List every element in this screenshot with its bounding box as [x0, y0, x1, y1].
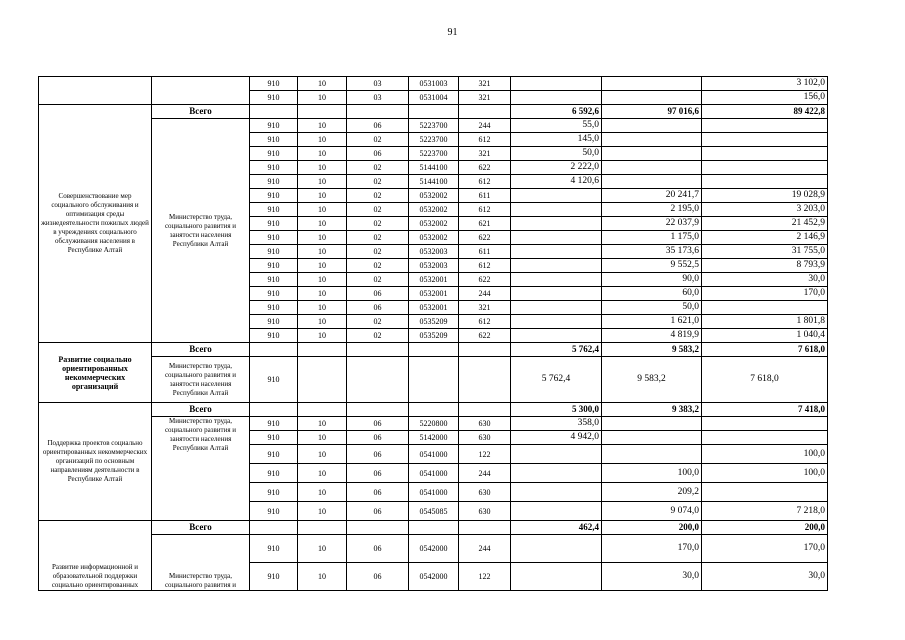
expense-type-cell: 122 — [459, 563, 511, 591]
admin-code-cell — [250, 343, 298, 357]
section-code-cell: 10 — [298, 535, 347, 563]
value-year-3-cell: 2 146,9 — [702, 231, 828, 245]
subsection-code-cell: 06 — [347, 301, 409, 315]
value-year-2-cell — [602, 91, 702, 105]
section-code-cell: 10 — [298, 301, 347, 315]
expense-type-cell: 630 — [459, 431, 511, 445]
value-year-1-cell — [511, 77, 602, 91]
value-year-1-cell — [511, 91, 602, 105]
section-code-cell: 10 — [298, 189, 347, 203]
value-year-2-cell: 9 583,2 — [602, 357, 702, 403]
section-code-cell: 10 — [298, 431, 347, 445]
subsection-code-cell — [347, 357, 409, 403]
programme-name: Развитие информационной и образовательной поддержки социально ориентированных — [39, 521, 152, 591]
value-year-1-cell — [511, 189, 602, 203]
total-value-year-2-cell: 97 016,6 — [602, 105, 702, 119]
target-article-cell: 5144100 — [409, 161, 459, 175]
value-year-3-cell: 19 028,9 — [702, 189, 828, 203]
value-year-1-cell — [511, 315, 602, 329]
target-article-cell: 0542000 — [409, 563, 459, 591]
value-year-3-cell: 170,0 — [702, 287, 828, 301]
value-year-1-cell — [511, 483, 602, 502]
table-row — [39, 105, 828, 119]
value-year-1-cell: 2 222,0 — [511, 161, 602, 175]
target-article-cell: 0545085 — [409, 502, 459, 521]
total-value-year-2-cell: 9 383,2 — [602, 403, 702, 417]
total-value-year-1-cell: 462,4 — [511, 521, 602, 535]
target-article-cell — [409, 403, 459, 417]
value-year-3-cell: 170,0 — [702, 535, 828, 563]
expense-type-cell: 622 — [459, 273, 511, 287]
expense-type-cell: 611 — [459, 245, 511, 259]
expense-type-cell: 622 — [459, 231, 511, 245]
value-year-3-cell — [702, 161, 828, 175]
target-article-cell: 0532002 — [409, 217, 459, 231]
value-year-2-cell — [602, 119, 702, 133]
section-code-cell: 10 — [298, 329, 347, 343]
admin-code-cell: 910 — [250, 563, 298, 591]
table-row — [39, 417, 828, 431]
ministry-name: Министерство труда, социального развития и занятости населения Республики Алтай — [152, 119, 250, 343]
target-article-cell: 5220800 — [409, 417, 459, 431]
target-article-cell: 5223700 — [409, 147, 459, 161]
value-year-3-cell — [702, 417, 828, 431]
admin-code-cell — [250, 403, 298, 417]
value-year-2-cell — [602, 77, 702, 91]
value-year-3-cell: 100,0 — [702, 464, 828, 483]
target-article-cell: 0532001 — [409, 287, 459, 301]
expense-type-cell: 611 — [459, 189, 511, 203]
table-row — [39, 343, 828, 357]
subsection-code-cell: 02 — [347, 273, 409, 287]
section-code-cell: 10 — [298, 203, 347, 217]
subsection-code-cell: 02 — [347, 175, 409, 189]
subsection-code-cell: 06 — [347, 445, 409, 464]
total-value-year-1-cell: 5 300,0 — [511, 403, 602, 417]
section-code-cell — [298, 357, 347, 403]
target-article-cell: 0532002 — [409, 189, 459, 203]
admin-code-cell: 910 — [250, 147, 298, 161]
total-value-year-3-cell: 7 418,0 — [702, 403, 828, 417]
expense-type-cell: 244 — [459, 464, 511, 483]
section-code-cell: 10 — [298, 287, 347, 301]
total-label: Всего — [152, 521, 250, 535]
table-row — [39, 357, 828, 403]
target-article-cell: 0532002 — [409, 203, 459, 217]
value-year-2-cell: 30,0 — [602, 563, 702, 591]
value-year-2-cell — [602, 431, 702, 445]
value-year-2-cell: 60,0 — [602, 287, 702, 301]
subsection-code-cell: 06 — [347, 502, 409, 521]
section-code-cell: 10 — [298, 91, 347, 105]
value-year-2-cell: 9 074,0 — [602, 502, 702, 521]
target-article-cell: 0535209 — [409, 329, 459, 343]
ministry-cell — [152, 77, 250, 105]
section-code-cell: 10 — [298, 563, 347, 591]
expense-type-cell: 244 — [459, 119, 511, 133]
admin-code-cell: 910 — [250, 431, 298, 445]
subsection-code-cell: 06 — [347, 147, 409, 161]
target-article-cell: 5223700 — [409, 133, 459, 147]
value-year-2-cell: 50,0 — [602, 301, 702, 315]
section-code-cell — [298, 403, 347, 417]
expense-type-cell: 321 — [459, 301, 511, 315]
admin-code-cell: 910 — [250, 203, 298, 217]
value-year-3-cell: 3 203,0 — [702, 203, 828, 217]
subsection-code-cell: 06 — [347, 431, 409, 445]
subsection-code-cell: 02 — [347, 161, 409, 175]
programme-name: Поддержка проектов социально ориентированных некоммерческих организаций по основным направлениям деятельности в Республике Алтай — [39, 403, 152, 521]
subsection-code-cell: 03 — [347, 77, 409, 91]
ministry-name: Министерство труда, социального развития и — [152, 535, 250, 591]
admin-code-cell — [250, 521, 298, 535]
admin-code-cell: 910 — [250, 245, 298, 259]
section-code-cell: 10 — [298, 273, 347, 287]
admin-code-cell: 910 — [250, 77, 298, 91]
target-article-cell — [409, 357, 459, 403]
subsection-code-cell: 02 — [347, 189, 409, 203]
table-row — [39, 77, 828, 91]
subsection-code-cell: 02 — [347, 315, 409, 329]
value-year-1-cell — [511, 217, 602, 231]
target-article-cell: 0532001 — [409, 301, 459, 315]
table-row — [39, 403, 828, 417]
admin-code-cell: 910 — [250, 273, 298, 287]
section-code-cell: 10 — [298, 175, 347, 189]
subsection-code-cell: 02 — [347, 259, 409, 273]
expense-type-cell: 612 — [459, 203, 511, 217]
value-year-3-cell — [702, 301, 828, 315]
admin-code-cell: 910 — [250, 329, 298, 343]
value-year-1-cell — [511, 203, 602, 217]
expense-type-cell: 321 — [459, 91, 511, 105]
admin-code-cell: 910 — [250, 259, 298, 273]
expense-type-cell — [459, 357, 511, 403]
value-year-3-cell: 1 801,8 — [702, 315, 828, 329]
section-code-cell: 10 — [298, 502, 347, 521]
target-article-cell — [409, 105, 459, 119]
value-year-1-cell — [511, 231, 602, 245]
target-article-cell: 0541000 — [409, 483, 459, 502]
value-year-3-cell — [702, 147, 828, 161]
value-year-3-cell: 100,0 — [702, 445, 828, 464]
admin-code-cell: 910 — [250, 119, 298, 133]
ministry-name: Министерство труда, социального развития и занятости населения Республики Алтай — [152, 417, 250, 521]
subsection-code-cell: 06 — [347, 483, 409, 502]
admin-code-cell: 910 — [250, 417, 298, 431]
table-row — [39, 535, 828, 563]
expense-type-cell — [459, 343, 511, 357]
total-value-year-3-cell: 89 422,8 — [702, 105, 828, 119]
admin-code-cell: 910 — [250, 189, 298, 203]
value-year-1-cell — [511, 563, 602, 591]
expense-type-cell: 622 — [459, 161, 511, 175]
section-code-cell — [298, 105, 347, 119]
expense-type-cell: 621 — [459, 217, 511, 231]
subsection-code-cell: 06 — [347, 119, 409, 133]
value-year-2-cell: 2 195,0 — [602, 203, 702, 217]
value-year-3-cell: 21 452,9 — [702, 217, 828, 231]
value-year-3-cell: 7 618,0 — [702, 357, 828, 403]
admin-code-cell: 910 — [250, 231, 298, 245]
value-year-2-cell: 22 037,9 — [602, 217, 702, 231]
target-article-cell: 0532003 — [409, 259, 459, 273]
expense-type-cell: 612 — [459, 259, 511, 273]
page-number: 91 — [447, 27, 458, 38]
admin-code-cell: 910 — [250, 161, 298, 175]
total-value-year-1-cell: 6 592,6 — [511, 105, 602, 119]
value-year-2-cell — [602, 445, 702, 464]
section-code-cell — [298, 521, 347, 535]
value-year-2-cell: 1 175,0 — [602, 231, 702, 245]
value-year-2-cell: 9 552,5 — [602, 259, 702, 273]
expense-type-cell: 122 — [459, 445, 511, 464]
expense-type-cell: 612 — [459, 175, 511, 189]
target-article-cell: 5144100 — [409, 175, 459, 189]
value-year-1-cell: 4 942,0 — [511, 431, 602, 445]
section-code-cell: 10 — [298, 259, 347, 273]
admin-code-cell: 910 — [250, 502, 298, 521]
value-year-1-cell — [511, 245, 602, 259]
target-article-cell: 5142000 — [409, 431, 459, 445]
subsection-code-cell: 02 — [347, 217, 409, 231]
section-code-cell: 10 — [298, 445, 347, 464]
expense-type-cell — [459, 105, 511, 119]
total-value-year-3-cell: 7 618,0 — [702, 343, 828, 357]
expense-type-cell — [459, 521, 511, 535]
subsection-code-cell: 02 — [347, 329, 409, 343]
expense-type-cell: 612 — [459, 315, 511, 329]
section-code-cell: 10 — [298, 217, 347, 231]
value-year-2-cell — [602, 133, 702, 147]
value-year-2-cell: 4 819,9 — [602, 329, 702, 343]
value-year-3-cell: 30,0 — [702, 563, 828, 591]
value-year-1-cell — [511, 464, 602, 483]
expense-type-cell: 630 — [459, 483, 511, 502]
table-row — [39, 521, 828, 535]
value-year-1-cell — [511, 535, 602, 563]
subsection-code-cell — [347, 343, 409, 357]
target-article-cell — [409, 343, 459, 357]
value-year-1-cell: 358,0 — [511, 417, 602, 431]
value-year-3-cell: 30,0 — [702, 273, 828, 287]
target-article-cell: 0541000 — [409, 445, 459, 464]
expense-type-cell: 630 — [459, 502, 511, 521]
value-year-2-cell: 90,0 — [602, 273, 702, 287]
expense-type-cell: 612 — [459, 133, 511, 147]
budget-table — [38, 76, 828, 591]
admin-code-cell: 910 — [250, 301, 298, 315]
ministry-name: Министерство труда, социального развития и занятости населения Республики Алтай — [152, 357, 250, 403]
admin-code-cell: 910 — [250, 315, 298, 329]
expense-type-cell: 321 — [459, 147, 511, 161]
section-code-cell: 10 — [298, 464, 347, 483]
value-year-2-cell: 35 173,6 — [602, 245, 702, 259]
subsection-code-cell: 06 — [347, 417, 409, 431]
section-code-cell: 10 — [298, 231, 347, 245]
target-article-cell: 0532002 — [409, 231, 459, 245]
section-code-cell — [298, 343, 347, 357]
value-year-2-cell: 209,2 — [602, 483, 702, 502]
total-label: Всего — [152, 403, 250, 417]
admin-code-cell: 910 — [250, 175, 298, 189]
subsection-code-cell: 06 — [347, 464, 409, 483]
value-year-2-cell: 100,0 — [602, 464, 702, 483]
section-code-cell: 10 — [298, 77, 347, 91]
admin-code-cell: 910 — [250, 483, 298, 502]
target-article-cell: 0531004 — [409, 91, 459, 105]
subsection-code-cell: 03 — [347, 91, 409, 105]
value-year-3-cell — [702, 431, 828, 445]
section-code-cell: 10 — [298, 483, 347, 502]
value-year-1-cell — [511, 273, 602, 287]
value-year-2-cell — [602, 417, 702, 431]
subsection-code-cell — [347, 403, 409, 417]
value-year-1-cell: 50,0 — [511, 147, 602, 161]
value-year-3-cell — [702, 175, 828, 189]
value-year-2-cell: 1 621,0 — [602, 315, 702, 329]
admin-code-cell: 910 — [250, 91, 298, 105]
programme-name: Развитие социально ориентированных некоммерческих организаций — [39, 343, 152, 403]
value-year-3-cell — [702, 133, 828, 147]
value-year-2-cell — [602, 161, 702, 175]
value-year-1-cell — [511, 301, 602, 315]
value-year-1-cell: 5 762,4 — [511, 357, 602, 403]
target-article-cell: 0542000 — [409, 535, 459, 563]
value-year-1-cell — [511, 287, 602, 301]
target-article-cell: 0531003 — [409, 77, 459, 91]
total-label: Всего — [152, 105, 250, 119]
section-code-cell: 10 — [298, 245, 347, 259]
section-code-cell: 10 — [298, 133, 347, 147]
total-label: Всего — [152, 343, 250, 357]
expense-type-cell: 622 — [459, 329, 511, 343]
value-year-1-cell — [511, 329, 602, 343]
total-value-year-2-cell: 200,0 — [602, 521, 702, 535]
admin-code-cell: 910 — [250, 464, 298, 483]
admin-code-cell: 910 — [250, 357, 298, 403]
admin-code-cell — [250, 105, 298, 119]
subsection-code-cell — [347, 521, 409, 535]
value-year-2-cell: 170,0 — [602, 535, 702, 563]
target-article-cell: 0541000 — [409, 464, 459, 483]
total-value-year-3-cell: 200,0 — [702, 521, 828, 535]
value-year-3-cell — [702, 119, 828, 133]
value-year-2-cell: 20 241,7 — [602, 189, 702, 203]
total-value-year-1-cell: 5 762,4 — [511, 343, 602, 357]
target-article-cell: 0532003 — [409, 245, 459, 259]
admin-code-cell: 910 — [250, 445, 298, 464]
subsection-code-cell: 06 — [347, 287, 409, 301]
target-article-cell: 0535209 — [409, 315, 459, 329]
value-year-1-cell — [511, 445, 602, 464]
value-year-1-cell: 55,0 — [511, 119, 602, 133]
value-year-3-cell: 156,0 — [702, 91, 828, 105]
programme-name: Совершенствование мер социального обслуживания и оптимизация среды жизнедеятельности пожилых людей в учреждениях социального обслуживания населения в Республике Алтай — [39, 105, 152, 343]
subsection-code-cell: 06 — [347, 563, 409, 591]
admin-code-cell: 910 — [250, 217, 298, 231]
value-year-3-cell: 8 793,9 — [702, 259, 828, 273]
subsection-code-cell: 02 — [347, 203, 409, 217]
target-article-cell: 5223700 — [409, 119, 459, 133]
expense-type-cell: 244 — [459, 535, 511, 563]
value-year-3-cell: 1 040,4 — [702, 329, 828, 343]
target-article-cell: 0532001 — [409, 273, 459, 287]
section-code-cell: 10 — [298, 315, 347, 329]
subsection-code-cell — [347, 105, 409, 119]
value-year-1-cell — [511, 502, 602, 521]
section-code-cell: 10 — [298, 417, 347, 431]
value-year-3-cell — [702, 483, 828, 502]
section-code-cell: 10 — [298, 161, 347, 175]
value-year-3-cell: 7 218,0 — [702, 502, 828, 521]
value-year-1-cell: 4 120,6 — [511, 175, 602, 189]
programme-cell — [39, 77, 152, 105]
expense-type-cell: 244 — [459, 287, 511, 301]
subsection-code-cell: 02 — [347, 231, 409, 245]
total-value-year-2-cell: 9 583,2 — [602, 343, 702, 357]
subsection-code-cell: 02 — [347, 245, 409, 259]
value-year-3-cell: 3 102,0 — [702, 77, 828, 91]
value-year-2-cell — [602, 147, 702, 161]
table-row — [39, 119, 828, 133]
section-code-cell: 10 — [298, 119, 347, 133]
subsection-code-cell: 06 — [347, 535, 409, 563]
section-code-cell: 10 — [298, 147, 347, 161]
admin-code-cell: 910 — [250, 287, 298, 301]
expense-type-cell — [459, 403, 511, 417]
admin-code-cell: 910 — [250, 133, 298, 147]
value-year-3-cell: 31 755,0 — [702, 245, 828, 259]
value-year-2-cell — [602, 175, 702, 189]
value-year-1-cell: 145,0 — [511, 133, 602, 147]
target-article-cell — [409, 521, 459, 535]
expense-type-cell: 321 — [459, 77, 511, 91]
subsection-code-cell: 02 — [347, 133, 409, 147]
admin-code-cell: 910 — [250, 535, 298, 563]
expense-type-cell: 630 — [459, 417, 511, 431]
value-year-1-cell — [511, 259, 602, 273]
